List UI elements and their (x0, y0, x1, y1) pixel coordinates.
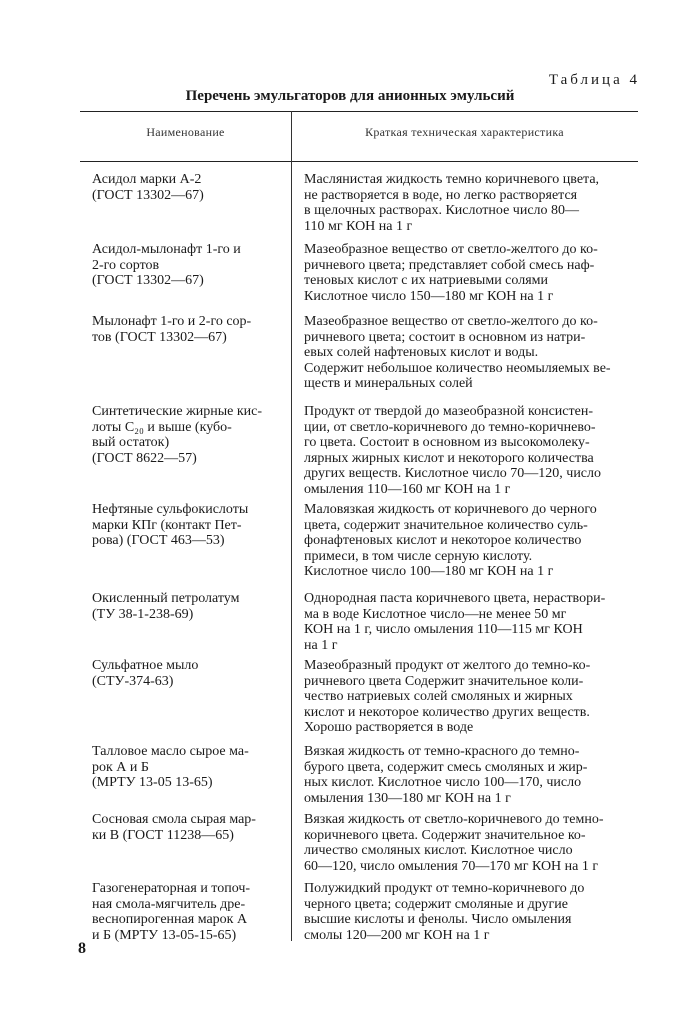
table-cell-line: КОН на 1 г, число омыления 110—115 мг КОН (304, 622, 583, 637)
row-5-description (304, 502, 638, 580)
table-cell-line: Мазеобразный продукт от желтого до темно-ко- (304, 658, 591, 673)
table-cell-line: чество натриевых солей смоляных и жирных (304, 689, 573, 704)
table-cell-line: лярных жирных кислот и некоторого количества (304, 450, 594, 466)
row-8-description (304, 744, 638, 806)
table-cell-line: Нефтяные сульфокислоты (92, 502, 249, 517)
table-cell-line: других веществ. Кислотное число 70—120, число (304, 466, 602, 481)
table-cell-line: на 1 г (304, 637, 338, 653)
row-7-description (304, 658, 638, 736)
table-cell-line: 60—120, число омыления 70—170 мг КОН на 1 г (304, 858, 599, 874)
table-cell-line: веснопирогенная марок А (92, 912, 248, 927)
table-cell-line: в щелочных растворах. Кислотное число 80— (304, 203, 580, 218)
row-4-name (92, 404, 290, 466)
row-9-name (92, 812, 290, 843)
page-number: 8 (78, 940, 86, 957)
table-cell-line: Сосновая смола сырая мар- (92, 812, 256, 827)
row-9-description (304, 812, 638, 874)
table-cell-line: (СТУ-374-63) (92, 673, 174, 689)
table-cell-line: рок А и Б (92, 759, 149, 775)
table-cell-line: Продукт от твердой до мазеобразной консистен- (304, 404, 593, 419)
row-1-description (304, 172, 638, 234)
table-cell-line: Хорошо растворяется в воде (304, 720, 474, 735)
table-label: Таблица 4 (548, 72, 640, 88)
table-cell-line: (ТУ 38-1-238-69) (92, 606, 194, 622)
row-7-name (92, 658, 290, 689)
row-6-name (92, 591, 290, 622)
table-cell-line: Синтетические жирные кис- (92, 404, 263, 419)
table-cell-line: высшие кислоты и фенолы. Число омыления (304, 912, 572, 927)
row-10-description (304, 881, 638, 943)
table-cell-line: Вязкая жидкость от темно-красного до темно- (304, 744, 580, 759)
table-cell-line: Содержит небольшое количество неомыляемых ве- (304, 360, 611, 376)
column-header-name: Наименование (146, 125, 225, 139)
table-cell-line: Маловязкая жидкость от коричневого до черного (304, 502, 597, 517)
table-cell-line: 2-го сортов (92, 257, 160, 273)
table-cell-line: цвета, содержит значительное количество суль- (304, 517, 588, 533)
table-cell-line: примеси, в том числе серную кислоту. (304, 548, 533, 564)
table-cell-line: не растворяется в воде, но легко растворяется (304, 187, 578, 203)
table-cell-line: Асидол марки А-2 (92, 172, 202, 187)
table-title: Перечень эмульгаторов для анионных эмульсий (185, 88, 515, 104)
table-cell-line: коричневого цвета. Содержит значительное ко- (304, 827, 586, 843)
table-cell-line: ричневого цвета Содержит значительное коли- (304, 673, 584, 689)
table-cell-line: Талловое масло сырое ма- (92, 744, 249, 759)
table-cell-line: рова) (ГОСТ 463—53) (92, 533, 225, 548)
table-cell-line: ма в воде Кислотное число—не менее 50 мг (304, 606, 567, 622)
table-cell-line: ки В (ГОСТ 11238—65) (92, 827, 234, 843)
table-cell-line: омыления 130—180 мг КОН на 1 г (304, 790, 511, 806)
table-cell-line: (МРТУ 13-05 13-65) (92, 775, 213, 790)
table-cell-line: ных кислот. Кислотное число 100—170, число (304, 775, 582, 790)
table-cell-line: Сульфатное мыло (92, 658, 199, 673)
row-2-description (304, 242, 638, 304)
table-cell-line: (ГОСТ 13302—67) (92, 273, 204, 288)
table-cell-line: Маслянистая жидкость темно коричневого цвета, (304, 172, 600, 187)
table-cell-line: (ГОСТ 13302—67) (92, 187, 204, 203)
table-cell-line: ществ и минеральных солей (304, 376, 473, 391)
row-3-description (304, 314, 638, 392)
row-3-name (92, 314, 290, 345)
table-cell-line: вый остаток) (92, 435, 170, 450)
table-cell-line: 110 мг КОН на 1 г (304, 218, 413, 234)
table-cell-line: тов (ГОСТ 13302—67) (92, 329, 227, 345)
table-cell-line: Асидол-мылонафт 1-го и (92, 242, 241, 257)
row-4-description (304, 404, 638, 497)
row-1-name (92, 172, 290, 203)
table-cell-line: (ГОСТ 8622—57) (92, 450, 197, 466)
table-cell-line: Однородная паста коричневого цвета, нераствори- (304, 591, 606, 606)
row-6-description (304, 591, 638, 653)
row-8-name (92, 744, 290, 791)
table-cell-line: Мазеобразное вещество от светло-желтого до ко- (304, 242, 598, 257)
table-cell-line: ричневого цвета; состоит в основном из натри- (304, 329, 586, 345)
table-cell-line: Кислотное число 150—180 мг КОН на 1 г (304, 288, 554, 304)
table-cell-line: го цвета. Состоит в основном из высокомолеку- (304, 435, 590, 450)
table-cell-line: ная смола-мягчитель дре- (92, 896, 246, 912)
table-cell-line: омыления 110—160 мг КОН на 1 г (304, 481, 511, 497)
table-cell-line: евых солей нафтеновых кислот и воды. (304, 345, 539, 360)
row-5-name (92, 502, 290, 549)
table-cell-line: фонафтеновых кислот и некоторое количество (304, 533, 582, 548)
table-cell-line: Газогенераторная и топоч- (92, 881, 251, 896)
table-cell-line: Полужидкий продукт от темно-коричневого до (304, 881, 585, 896)
table-cell-line: ричневого цвета; представляет собой смесь наф- (304, 257, 595, 273)
table-cell-line: Мылонафт 1-го и 2-го сор- (92, 314, 252, 329)
table-cell-line: личество смоляных кислот. Кислотное число (304, 843, 573, 858)
table-cell-line: марки КПг (контакт Пет- (92, 517, 242, 533)
table-cell-line: смолы 120—200 мг КОН на 1 г (304, 927, 490, 943)
table-cell-line: Вязкая жидкость от светло-коричневого до темно- (304, 812, 604, 827)
row-2-name (92, 242, 290, 289)
table-cell-line: черного цвета; содержит смоляные и другие (304, 896, 569, 912)
table-cell-line: и Б (МРТУ 13-05-15-65) (92, 927, 237, 943)
table-cell-line: бурого цвета, содержит смесь смоляных и жир- (304, 759, 588, 775)
table-cell-line: Кислотное число 100—180 мг КОН на 1 г (304, 564, 554, 579)
row-10-name (92, 881, 290, 943)
table-cell-line: Мазеобразное вещество от светло-желтого до ко- (304, 314, 598, 329)
column-header-description: Краткая техническая характеристика (365, 125, 564, 139)
table-cell-line: теновых кислот с их натриевыми солями (304, 273, 548, 288)
table-cell-line: ции, от светло-коричневого до темно-коричнево- (304, 419, 596, 435)
table-cell-line: Окисленный петролатум (92, 591, 240, 606)
table-cell-line: кислот и некоторое количество других веществ. (304, 704, 590, 720)
table-cell-line: лоты C₂₀ и выше (кубо- (92, 419, 232, 435)
